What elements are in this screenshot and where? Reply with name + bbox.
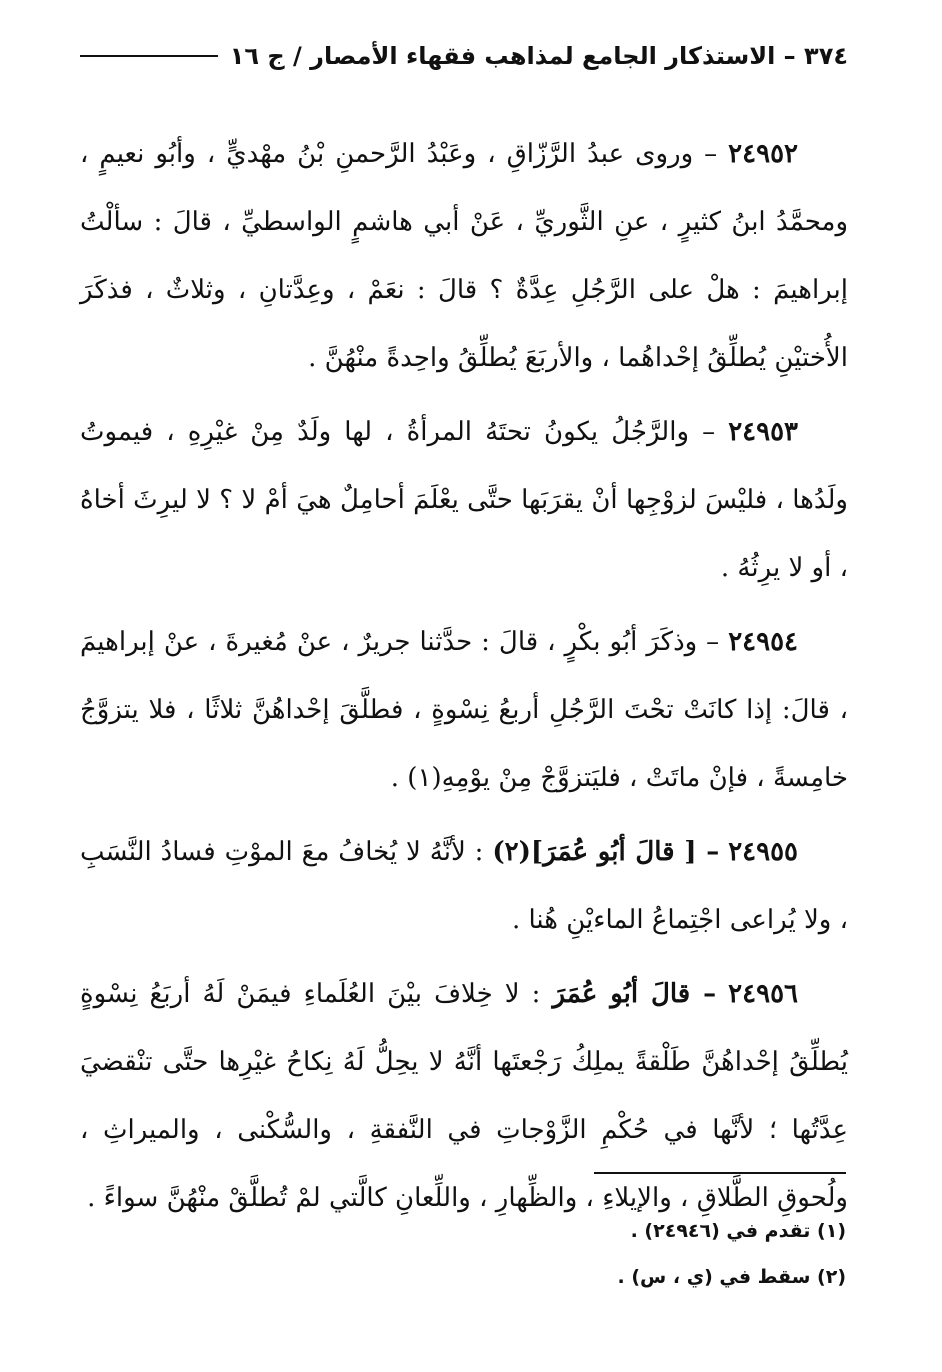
paragraph-24954 [80, 608, 848, 812]
paragraph-number: ٢٤٩٥٤ [728, 627, 799, 657]
paragraph-number: ٢٤٩٥٥ [728, 837, 799, 867]
footnote-1: (١) تقدم في (٢٤٩٤٦) . [630, 1220, 846, 1242]
footnotes [246, 1208, 846, 1300]
main-text [80, 120, 848, 1238]
paragraph-24955 [80, 818, 848, 954]
paragraph-24953 [80, 398, 848, 602]
header-rule [80, 55, 218, 57]
paragraph-number: ٢٤٩٥٢ [728, 139, 798, 169]
footnote-separator [594, 1172, 846, 1174]
paragraph-24952 [80, 120, 848, 392]
paragraph-text: : لأنَّهُ لا يُخافُ معَ الموْتِ فسادُ النَّسَبِ ، ولا يُراعى اجْتِماعُ الماءيْنِ هُنا . [80, 837, 848, 935]
footnote-2: (٢) سقط في (ي ، س) . [617, 1266, 846, 1288]
paragraph-text: – والرَّجُلُ يكونُ تحتَهُ المرأةُ ، لها ولَدٌ مِنْ غيْرِهِ ، فيموتُ ولَدُها ، فليْسَ لزوْجِها أنْ يقرَبَها حتَّى يعْلَمَ أحامِلٌ هيَ أمْ لا ؟ لا ليرِثَ أخاهُ ، أو لا يرِثُهُ . [80, 417, 848, 583]
paragraph-text: : لا خِلافَ بيْنَ العُلَماءِ فيمَنْ لَهُ أربَعُ نِسْوةٍ يُطلِّقُ إحْداهُنَّ طَلْقةً يملِكُ رَجْعتَها أنَّهُ لا يحِلُّ لَهُ نِكاحُ غيْرِها حتَّى تنْقضيَ عِدَّتُها ؛ لأنَّها في حُكْمِ الزَّوْجاتِ في النَّفقةِ ، والسُّكْنى ، والميراثِ ، ولُحوقِ الطَّلاقِ ، والإيلاءِ ، والظِّهارِ ، واللِّعانِ كالَّتي لمْ تُطلَّقْ منْهُنَّ سواءً . [80, 979, 848, 1213]
paragraph-lead: – [ قالَ أبُو عُمَرَ](٢) [492, 837, 720, 867]
paragraph-lead: – قالَ أبُو عُمَرَ [552, 979, 717, 1009]
running-header [80, 36, 848, 76]
paragraph-text: – وذكَرَ أبُو بكْرٍ ، قالَ : حدَّثنا جريرٌ ، عنْ مُغيرةَ ، عنْ إبراهيمَ ، قالَ: إذا كانَتْ تحْتَ الرَّجُلِ أربعُ نِسْوةٍ ، فطلَّقَ إحْداهُنَّ ثلاثًا ، فلا يتزوَّجُ خامِسةً ، فإنْ ماتَتْ ، فليَتزوَّجْ مِنْ يوْمِهِ(١) . [80, 627, 848, 793]
header-title: ٣٧٤ – الاستذكار الجامع لمذاهب فقهاء الأمصار / ج ١٦ [229, 42, 848, 70]
paragraph-24956 [80, 960, 848, 1232]
paragraph-number: ٢٤٩٥٦ [728, 979, 798, 1009]
paragraph-text: – وروى عبدُ الرَّزّاقِ ، وعَبْدُ الرَّحمنِ بْنُ مهْديٍّ ، وأبُو نعيمٍ ، ومحمَّدُ ابنُ كثيرٍ ، عنِ الثَّوريِّ ، عَنْ أبي هاشمٍ الواسطيِّ ، قالَ : سألْتُ إبراهيمَ : هلْ على الرَّجُلِ عِدَّةٌ ؟ قالَ : نعَمْ ، وعِدَّتانِ ، وثلاثٌ ، فذكَرَ الأُختيْنِ يُطلِّقُ إحْداهُما ، والأربَعَ يُطلِّقُ واحِدةً منْهُنَّ . [80, 139, 848, 373]
paragraph-number: ٢٤٩٥٣ [728, 417, 799, 447]
